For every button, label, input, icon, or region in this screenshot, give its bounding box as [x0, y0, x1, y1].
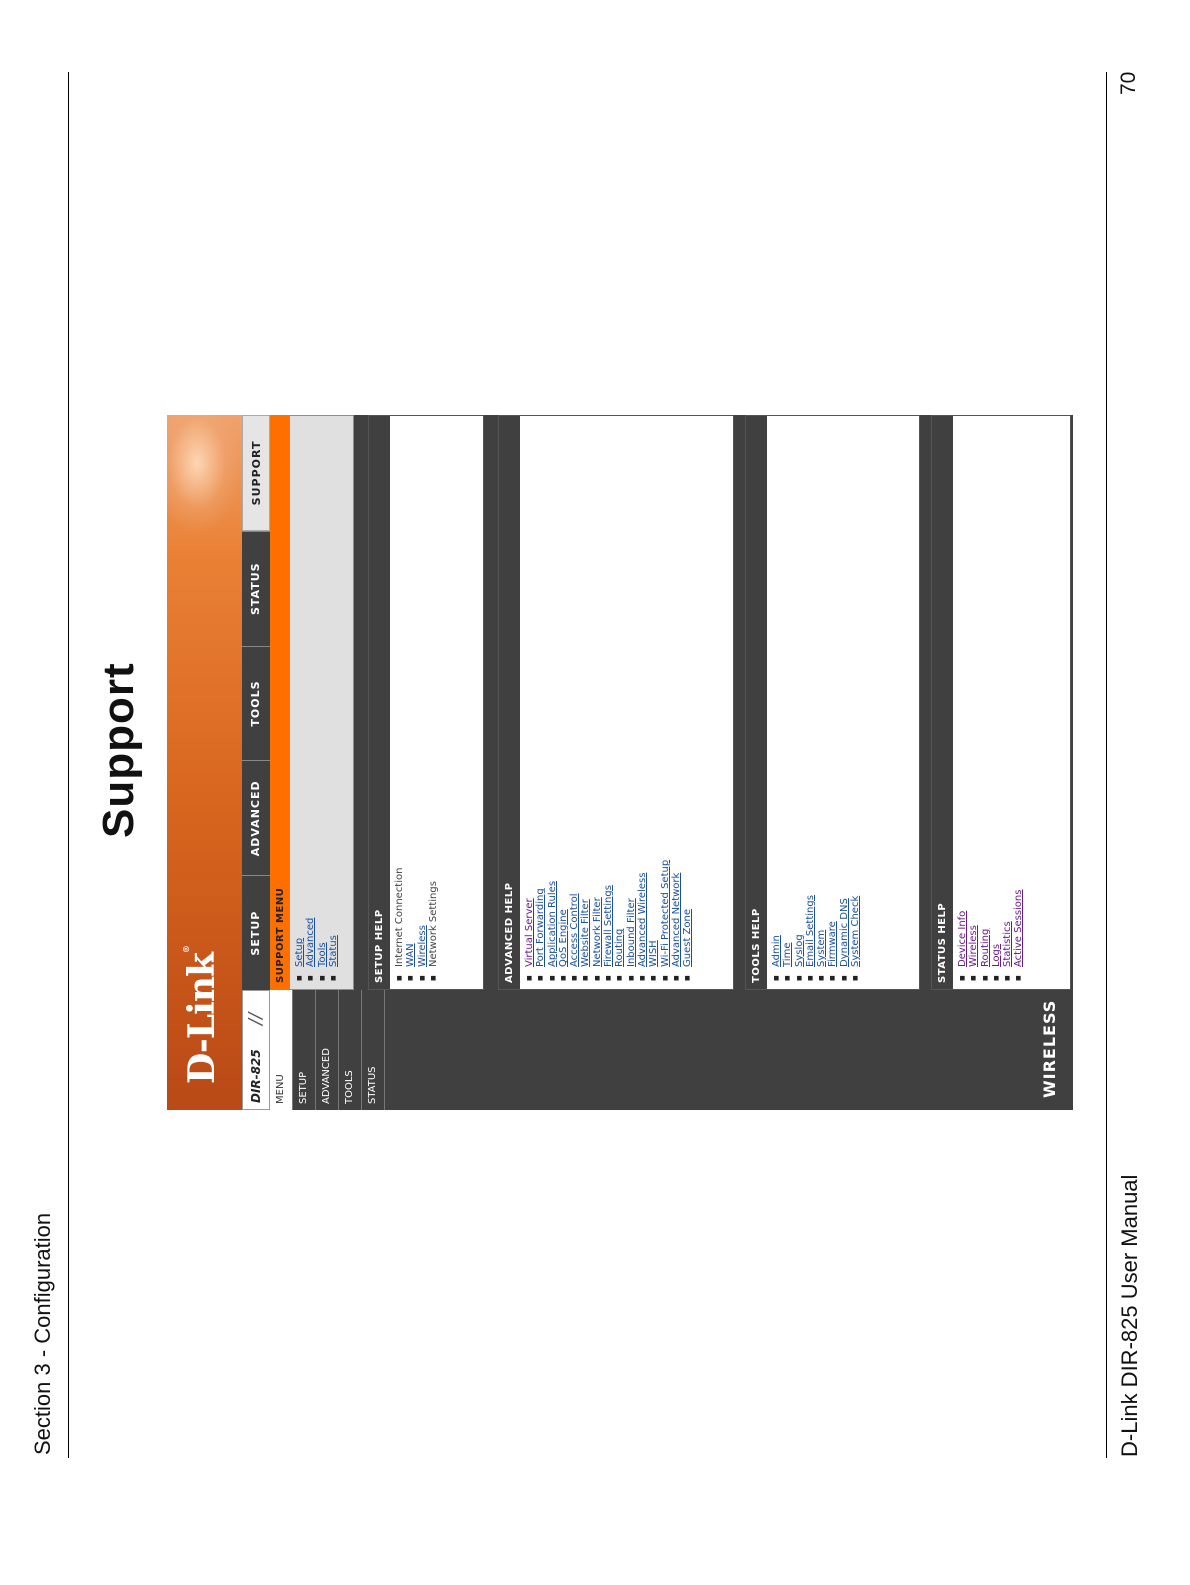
- setup-help-list: [394, 416, 439, 989]
- link-network-settings[interactable]: Network Settings: [427, 881, 439, 967]
- list-item: [592, 416, 603, 967]
- link-wifi-protected-setup[interactable]: Wi-Fi Protected Setup: [659, 859, 671, 967]
- advanced-help-panel: [498, 415, 734, 990]
- link-application-rules[interactable]: Application Rules: [546, 880, 558, 967]
- list-item: [805, 416, 816, 967]
- list-item: [957, 416, 968, 967]
- link-routing[interactable]: Routing: [614, 928, 626, 967]
- list-item: [524, 416, 535, 967]
- status-help-title: STATUS HELP: [932, 416, 953, 989]
- list-item: [648, 416, 659, 967]
- router-screenshot: [167, 415, 1073, 1110]
- manual-title: D-Link DIR-825 User Manual: [1117, 1174, 1142, 1457]
- header-banner: [167, 415, 242, 1110]
- advanced-help-list: [524, 416, 693, 989]
- list-item: [603, 416, 614, 967]
- link-guest-zone[interactable]: Guest Zone: [682, 908, 694, 967]
- list-item: [980, 416, 991, 967]
- tab-setup[interactable]: SETUP: [242, 875, 270, 990]
- list-item: [782, 416, 793, 967]
- tab-status[interactable]: STATUS: [242, 531, 270, 646]
- list-item: [1002, 416, 1013, 967]
- list-item: [547, 416, 558, 967]
- link-device-info[interactable]: Device Info: [957, 910, 968, 967]
- status-help-panel: [931, 415, 1071, 990]
- list-item: [827, 416, 838, 967]
- list-item: [991, 416, 1002, 967]
- sidebar-item-status[interactable]: STATUS: [362, 990, 385, 1110]
- list-item: [328, 416, 339, 967]
- link-wan[interactable]: WAN: [405, 943, 417, 967]
- link-setup[interactable]: Setup: [294, 937, 305, 967]
- link-email-settings[interactable]: Email Settings: [804, 895, 816, 967]
- list-item: [580, 416, 591, 967]
- page-heading: Support: [94, 662, 143, 838]
- list-item: [417, 416, 428, 967]
- main-content: [270, 415, 1073, 990]
- sidebar-item-advanced[interactable]: ADVANCED: [316, 990, 339, 1110]
- support-menu-title: SUPPORT MENU: [271, 416, 290, 989]
- list-item: [305, 416, 316, 967]
- list-item: [558, 416, 569, 967]
- support-menu-panel: [270, 415, 354, 990]
- banner-swoosh: [167, 415, 242, 535]
- right-rule: [1106, 72, 1107, 1458]
- list-item: [682, 416, 693, 967]
- model-label: [242, 990, 270, 1110]
- link-internet-connection[interactable]: Internet Connection: [394, 867, 405, 967]
- link-status-wireless[interactable]: Wireless: [968, 925, 980, 967]
- link-wireless[interactable]: Wireless: [416, 925, 428, 967]
- list-item: [626, 416, 637, 967]
- list-item: [839, 416, 850, 967]
- link-active-sessions[interactable]: Active Sessions: [1013, 889, 1025, 967]
- tab-tools[interactable]: TOOLS: [242, 646, 270, 761]
- sidebar: [270, 990, 1073, 1110]
- link-advanced-network[interactable]: Advanced Network: [670, 872, 682, 967]
- sidebar-item-tools[interactable]: TOOLS: [339, 990, 362, 1110]
- list-item: [569, 416, 580, 967]
- list-item: [794, 416, 805, 967]
- wireless-footer: WIRELESS: [1040, 999, 1059, 1098]
- tools-help-list: [771, 416, 861, 989]
- model-text: DIR-825: [249, 1049, 263, 1103]
- list-item: [850, 416, 861, 967]
- link-advanced[interactable]: Advanced: [305, 917, 317, 967]
- list-item: [660, 416, 671, 967]
- list-item: [968, 416, 979, 967]
- list-item: [671, 416, 682, 967]
- list-item: [294, 416, 305, 967]
- tab-support[interactable]: SUPPORT: [242, 415, 270, 531]
- link-status-routing[interactable]: Routing: [979, 928, 991, 967]
- list-item: [614, 416, 625, 967]
- link-statistics[interactable]: Statistics: [1002, 921, 1014, 967]
- link-logs[interactable]: Logs: [990, 943, 1002, 967]
- link-system-check[interactable]: System Check: [850, 895, 862, 967]
- slash-decoration: //: [245, 1012, 266, 1025]
- link-advanced-wireless[interactable]: Advanced Wireless: [636, 872, 648, 967]
- list-item: [317, 416, 328, 967]
- tab-advanced[interactable]: ADVANCED: [242, 760, 270, 875]
- advanced-help-title: ADVANCED HELP: [499, 416, 520, 989]
- list-item: [405, 416, 416, 967]
- top-tabs: [242, 415, 270, 990]
- left-rule: [68, 72, 69, 1458]
- setup-help-panel: [368, 415, 484, 990]
- link-inbound-filter[interactable]: Inbound Filter: [625, 898, 637, 967]
- link-network-filter[interactable]: Network Filter: [591, 897, 603, 967]
- dlink-logo: D-Link®: [181, 946, 223, 1084]
- list-item: [1013, 416, 1024, 967]
- section-label: Section 3 - Configuration: [30, 1212, 55, 1455]
- link-qos-engine[interactable]: QoS Engine: [557, 909, 569, 967]
- link-syslog[interactable]: Syslog: [793, 934, 805, 967]
- sidebar-item-setup[interactable]: SETUP: [293, 990, 316, 1110]
- link-access-control[interactable]: Access Control: [569, 893, 581, 967]
- list-item: [771, 416, 782, 967]
- support-menu-list: [294, 416, 339, 989]
- link-tools[interactable]: Tools: [316, 942, 328, 967]
- setup-help-title: SETUP HELP: [369, 416, 390, 989]
- link-firewall-settings[interactable]: Firewall Settings: [603, 885, 615, 967]
- list-item: [816, 416, 827, 967]
- list-item: [394, 416, 405, 967]
- list-item: [535, 416, 546, 967]
- tools-help-title: TOOLS HELP: [746, 416, 767, 989]
- link-virtual-server[interactable]: Virtual Server: [524, 898, 535, 967]
- link-firmware[interactable]: Firmware: [827, 921, 839, 967]
- link-dynamic-dns[interactable]: Dynamic DNS: [838, 898, 850, 967]
- list-item: [428, 416, 439, 967]
- page-number: 70: [1117, 71, 1140, 95]
- sidebar-header: MENU: [270, 990, 293, 1110]
- link-system[interactable]: System: [816, 929, 828, 967]
- link-port-forwarding[interactable]: Port Forwarding: [535, 888, 547, 967]
- tools-help-panel: [745, 415, 920, 990]
- link-admin[interactable]: Admin: [771, 935, 782, 967]
- link-wish[interactable]: WISH: [648, 940, 660, 967]
- link-website-filter[interactable]: Website Filter: [580, 899, 592, 967]
- status-help-list: [957, 416, 1025, 989]
- link-status[interactable]: Status: [327, 935, 339, 967]
- link-time[interactable]: Time: [782, 942, 794, 967]
- list-item: [637, 416, 648, 967]
